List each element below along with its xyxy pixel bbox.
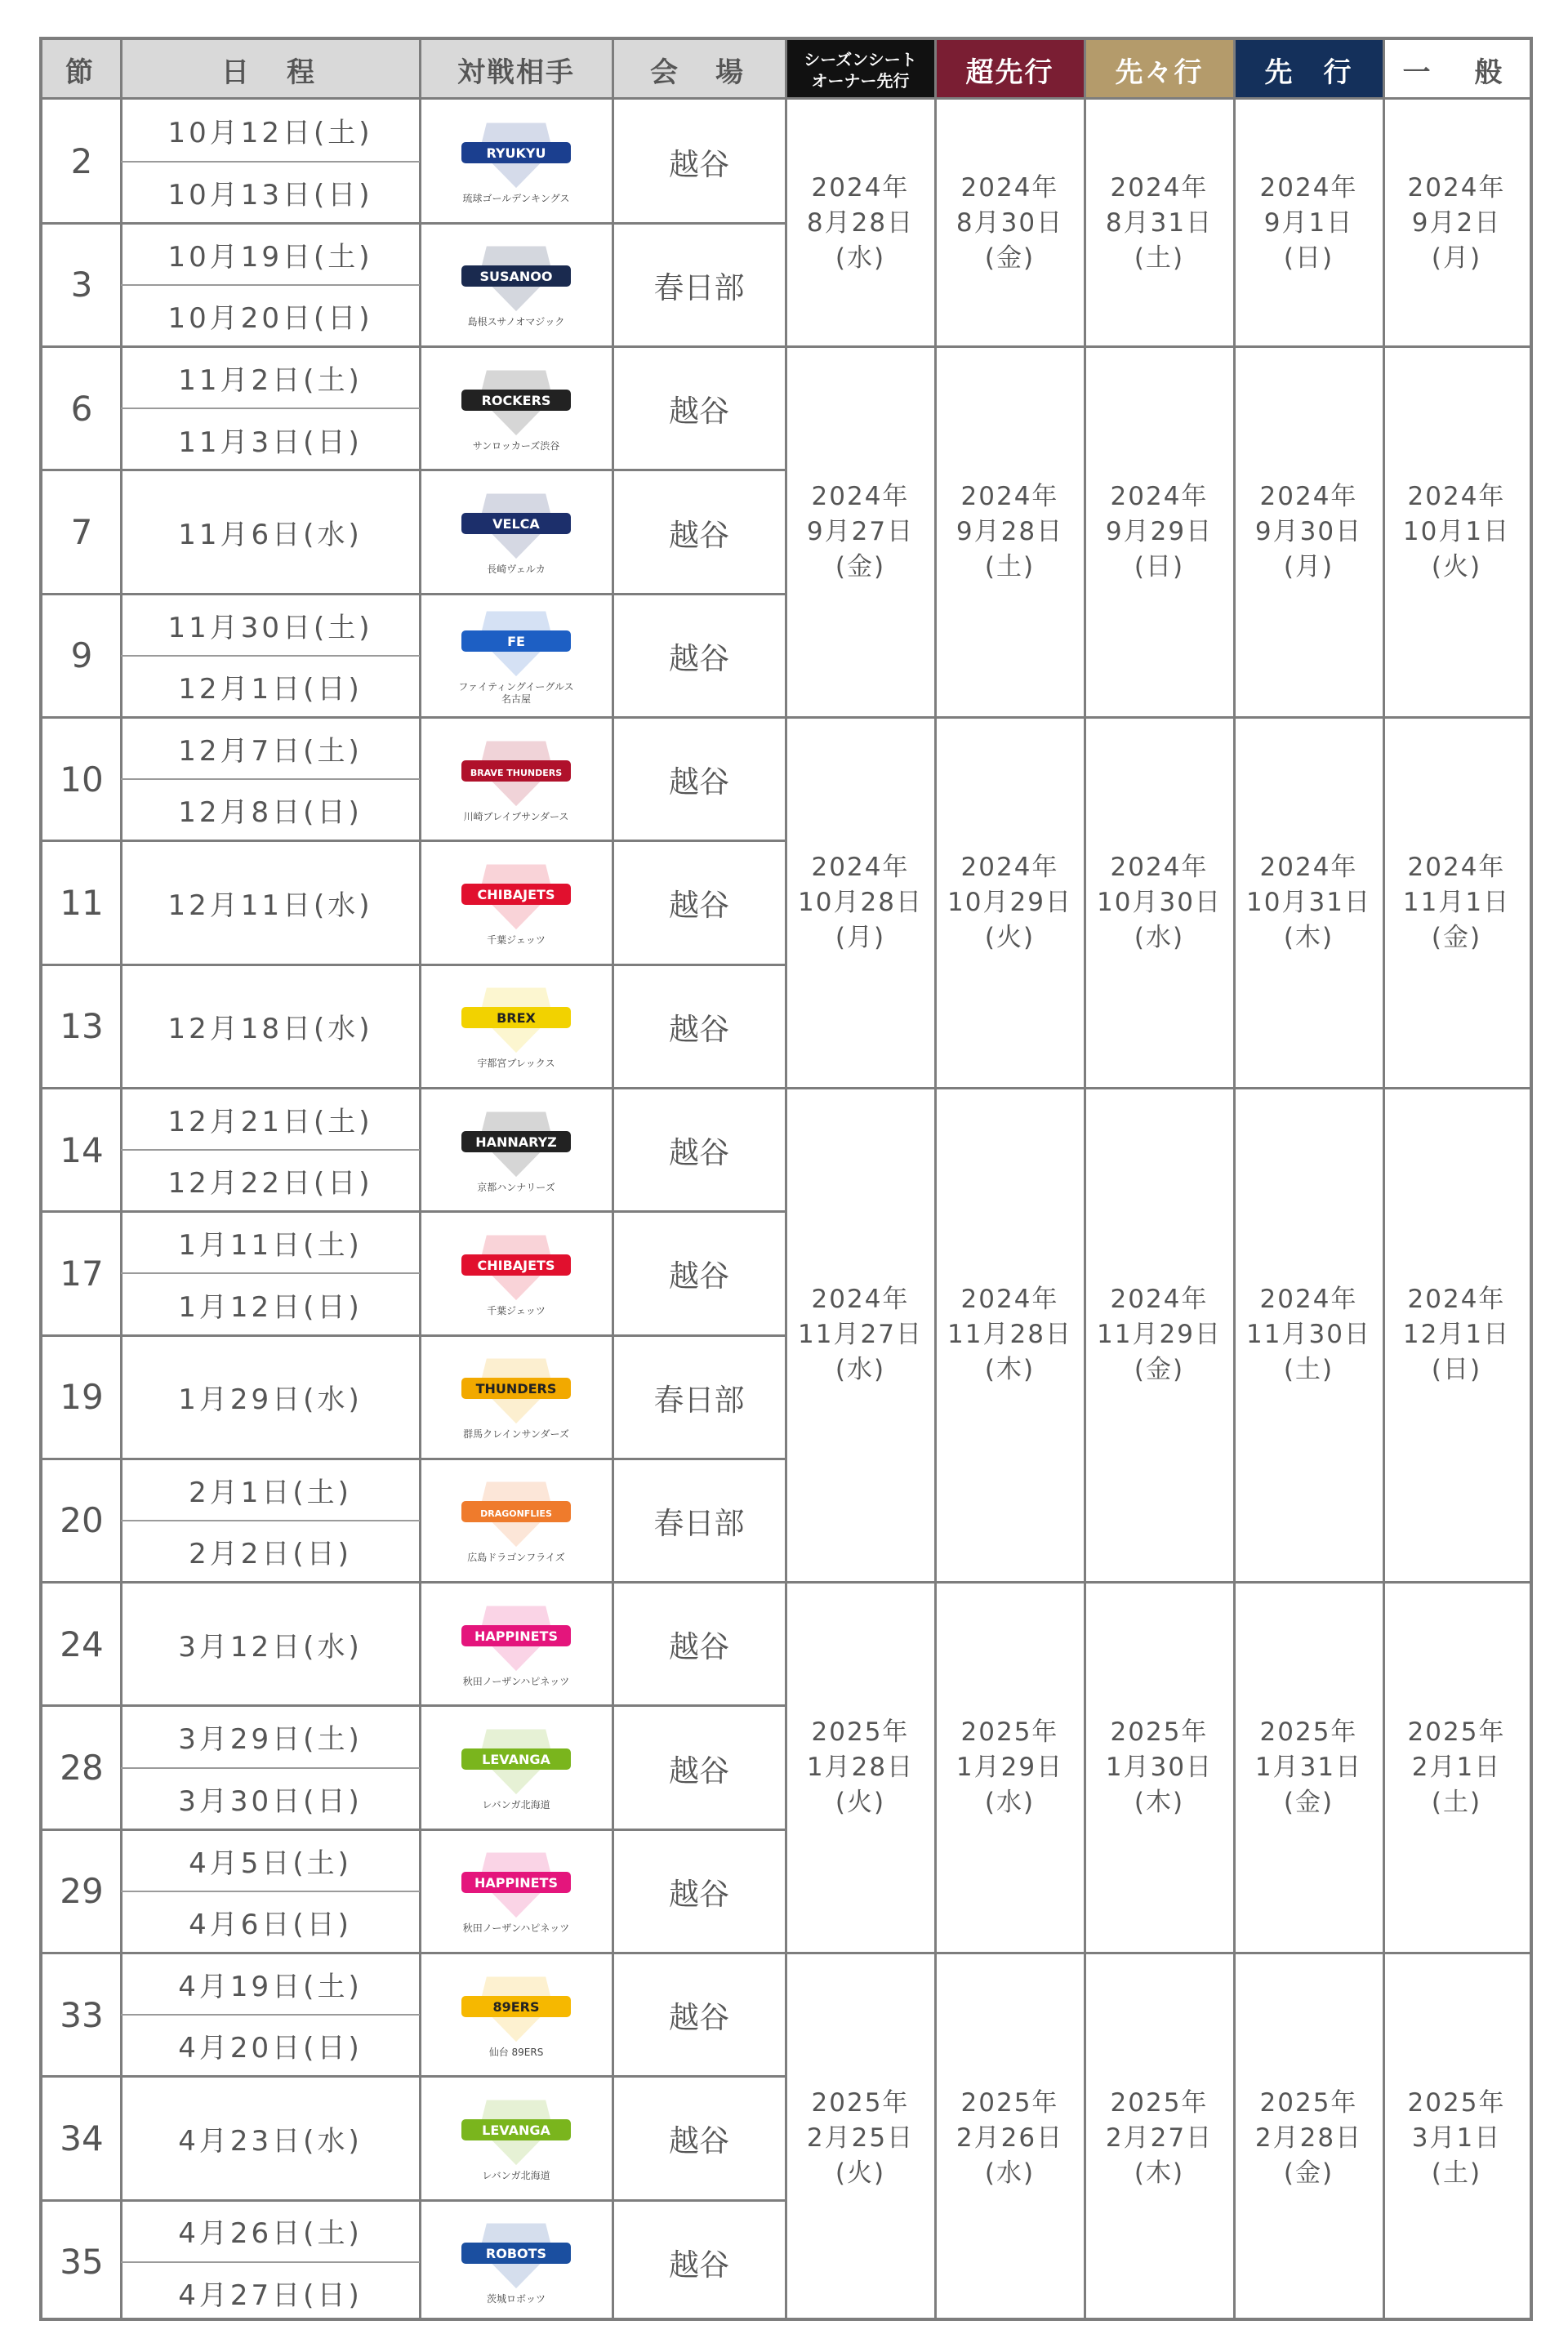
game-date: 4月26日(土) xyxy=(178,2217,363,2251)
venue: 越谷 xyxy=(669,2123,729,2159)
opponent-team xyxy=(420,1459,612,1582)
sale-date: 2025年 2月28日 (金) xyxy=(1254,2087,1363,2188)
logo-text: LEVANGA xyxy=(482,2122,550,2138)
logo-text: HAPPINETS xyxy=(474,1875,558,1891)
round-number: 17 xyxy=(60,1253,104,1294)
header-round: 節 xyxy=(42,40,121,100)
header-season-seat: シーズンシート オーナー先行 xyxy=(786,40,935,100)
venue: 越谷 xyxy=(669,764,729,800)
date-divider xyxy=(121,161,420,163)
date-divider xyxy=(121,655,420,657)
sale-date: 2024年 8月31日 (土) xyxy=(1105,172,1214,273)
round-number: 6 xyxy=(70,388,93,429)
logo-text: THUNDERS xyxy=(475,1381,557,1397)
opponent-name: 長崎ヴェルカ xyxy=(487,564,546,576)
game-date: 12月11日(水) xyxy=(167,889,373,922)
round-number: 24 xyxy=(60,1624,104,1664)
sale-date: 2024年 12月1日 (日) xyxy=(1402,1285,1511,1385)
opponent-name: サンロッカーズ渋谷 xyxy=(472,439,560,452)
round-number: 10 xyxy=(60,759,104,800)
akita-logo-icon xyxy=(455,1601,577,1673)
opponent-team xyxy=(420,841,612,964)
opponent-team xyxy=(420,100,612,223)
sale-date: 2024年 8月28日 (水) xyxy=(806,172,915,273)
game-date: 12月21日(土) xyxy=(167,1105,373,1138)
game-date: 4月23日(水) xyxy=(178,2124,363,2158)
sale-date: 2024年 8月30日 (金) xyxy=(956,172,1064,273)
date-divider xyxy=(121,1891,420,1892)
header-early: 先 行 xyxy=(1234,40,1383,100)
opponent-name: ファイティングイーグルス 名古屋 xyxy=(458,680,574,705)
game-date: 10月13日(日) xyxy=(167,178,373,212)
game-date: 2月2日(日) xyxy=(189,1538,352,1571)
opponent-team xyxy=(420,470,612,594)
sale-date: 2025年 1月28日 (火) xyxy=(806,1717,915,1818)
venue: 越谷 xyxy=(669,1011,729,1047)
opponent-name: レバンガ北海道 xyxy=(482,1799,550,1811)
opponent-team xyxy=(420,1953,612,2077)
logo-text: BRAVE THUNDERS xyxy=(470,767,563,778)
chibajets-logo-icon xyxy=(455,1230,577,1302)
round-number: 9 xyxy=(70,635,93,676)
date-divider xyxy=(121,1767,420,1769)
date-divider xyxy=(121,284,420,286)
opponent-name: 茨城ロボッツ xyxy=(486,2293,546,2305)
sale-date: 2024年 9月1日 (日) xyxy=(1259,172,1358,273)
date-divider xyxy=(121,1520,420,1521)
game-date: 1月11日(土) xyxy=(178,1229,363,1262)
sale-date: 2024年 10月29日 (火) xyxy=(947,852,1072,952)
round-number: 20 xyxy=(60,1500,104,1541)
levanga-logo-icon xyxy=(455,2095,577,2167)
game-date: 11月6日(水) xyxy=(178,519,363,552)
round-number: 3 xyxy=(70,265,93,305)
logo-text: BREX xyxy=(497,1010,536,1027)
chibajets-logo-icon xyxy=(455,859,577,931)
opponent-team xyxy=(420,223,612,346)
opponent-team xyxy=(420,964,612,1088)
game-date: 1月12日(日) xyxy=(178,1290,363,1324)
sale-date: 2024年 9月2日 (月) xyxy=(1407,172,1506,273)
opponent-team xyxy=(420,2077,612,2200)
venue: 越谷 xyxy=(669,1629,729,1665)
round-number: 33 xyxy=(60,1994,104,2035)
opponent-name: 川崎ブレイブサンダース xyxy=(463,810,569,822)
game-date: 12月8日(日) xyxy=(178,796,363,830)
date-divider xyxy=(121,1272,420,1274)
opponent-name: 島根スサノオマジック xyxy=(467,316,565,328)
sale-date: 2024年 9月30日 (月) xyxy=(1254,482,1363,582)
opponent-team xyxy=(420,1706,612,1829)
logo-text: HANNARYZ xyxy=(475,1134,557,1150)
venue: 越谷 xyxy=(669,2247,729,2283)
opponent-name: 宇都宮ブレックス xyxy=(477,1058,555,1070)
logo-text: SUSANOO xyxy=(479,269,553,285)
round-number: 29 xyxy=(60,1871,104,1912)
game-date: 12月7日(土) xyxy=(178,734,363,768)
opponent-name: 秋田ノーザンハピネッツ xyxy=(462,1922,570,1935)
sale-date: 2024年 10月31日 (木) xyxy=(1246,852,1371,952)
game-date: 1月29日(水) xyxy=(178,1383,363,1417)
round-number: 35 xyxy=(60,2242,104,2283)
sale-date: 2025年 2月25日 (火) xyxy=(806,2087,915,2188)
kawasaki-logo-icon xyxy=(455,736,577,808)
opponent-name: 千葉ジェッツ xyxy=(487,933,546,946)
sale-date: 2024年 11月29日 (金) xyxy=(1097,1285,1222,1385)
venue: 越谷 xyxy=(669,146,729,182)
sale-date: 2024年 11月1日 (金) xyxy=(1402,852,1511,952)
sunrockers-logo-icon xyxy=(455,365,577,437)
round-number: 14 xyxy=(60,1129,104,1170)
sale-date: 2025年 2月27日 (木) xyxy=(1105,2087,1214,2188)
ryukyu-logo-icon xyxy=(455,118,577,189)
sale-date: 2024年 9月27日 (金) xyxy=(806,482,915,582)
logo-text: DRAGONFLIES xyxy=(480,1508,552,1520)
logo-text: LEVANGA xyxy=(482,1752,550,1768)
game-date: 2月1日(土) xyxy=(189,1476,352,1509)
hannaryz-logo-icon xyxy=(455,1107,577,1178)
opponent-team xyxy=(420,1829,612,1953)
opponent-name: 広島ドラゴンフライズ xyxy=(467,1552,565,1564)
sale-date: 2024年 10月28日 (月) xyxy=(798,852,923,952)
opponent-team xyxy=(420,594,612,717)
sale-date: 2024年 10月1日 (火) xyxy=(1402,482,1511,582)
sale-date: 2024年 11月27日 (水) xyxy=(798,1285,923,1385)
game-date: 12月22日(日) xyxy=(167,1167,373,1200)
game-date: 3月29日(土) xyxy=(178,1723,363,1757)
game-date: 10月12日(土) xyxy=(167,117,373,150)
game-date: 11月2日(土) xyxy=(178,363,363,397)
venue: 越谷 xyxy=(669,1135,729,1171)
opponent-name: レバンガ北海道 xyxy=(482,2169,550,2181)
sendai-logo-icon xyxy=(455,1971,577,2043)
date-divider xyxy=(121,408,420,409)
sale-date: 2024年 11月30日 (土) xyxy=(1246,1285,1371,1385)
opponent-name: 琉球ゴールデンキングス xyxy=(462,193,570,205)
sale-date: 2024年 9月28日 (土) xyxy=(956,482,1064,582)
date-divider xyxy=(121,2014,420,2016)
opponent-name: 群馬クレインサンダーズ xyxy=(463,1428,569,1441)
logo-text: CHIBAJETS xyxy=(477,1257,555,1273)
sale-date: 2025年 3月1日 (土) xyxy=(1407,2087,1506,2188)
opponent-team xyxy=(420,2200,612,2323)
header-schedule: 日 程 xyxy=(121,40,420,100)
opponent-name: 京都ハンナリーズ xyxy=(477,1181,555,1193)
venue: 越谷 xyxy=(669,888,729,924)
logo-text: CHIBAJETS xyxy=(477,886,555,902)
round-number: 2 xyxy=(70,141,93,182)
opponent-name: 秋田ノーザンハピネッツ xyxy=(462,1675,570,1687)
velca-logo-icon xyxy=(455,488,577,560)
game-date: 3月30日(日) xyxy=(178,1784,363,1818)
logo-text: ROCKERS xyxy=(481,392,551,408)
logo-text: VELCA xyxy=(492,516,540,532)
venue: 春日部 xyxy=(653,1505,745,1541)
ibaraki-logo-icon xyxy=(455,2218,577,2290)
venue: 越谷 xyxy=(669,1876,729,1912)
venue: 越谷 xyxy=(669,394,729,430)
brex-logo-icon xyxy=(455,982,577,1054)
venue: 越谷 xyxy=(669,1753,729,1788)
sale-date: 2024年 9月29日 (日) xyxy=(1105,482,1214,582)
gunma-logo-icon xyxy=(455,1353,577,1425)
opponent-name: 千葉ジェッツ xyxy=(487,1304,546,1316)
game-date: 4月27日(日) xyxy=(178,2279,363,2313)
opponent-team xyxy=(420,718,612,841)
date-divider xyxy=(121,2261,420,2263)
round-number: 13 xyxy=(60,1006,104,1047)
header-super-early: 超先行 xyxy=(935,40,1085,100)
game-date: 4月19日(土) xyxy=(178,1970,363,2003)
eagles-logo-icon xyxy=(455,606,577,678)
logo-text: HAPPINETS xyxy=(474,1628,558,1644)
venue: 越谷 xyxy=(669,2000,729,2036)
opponent-team xyxy=(420,1335,612,1459)
round-number: 7 xyxy=(70,512,93,553)
opponent-team xyxy=(420,347,612,470)
opponent-team xyxy=(420,1583,612,1706)
header-venue: 会 場 xyxy=(612,40,786,100)
logo-text: FE xyxy=(507,633,525,649)
game-date: 12月1日(日) xyxy=(178,673,363,706)
game-date: 4月20日(日) xyxy=(178,2032,363,2065)
venue: 越谷 xyxy=(669,1258,729,1294)
header-opponent: 対戦相手 xyxy=(420,40,612,100)
venue: 春日部 xyxy=(653,1382,745,1418)
akita-logo-icon xyxy=(455,1847,577,1919)
round-number: 28 xyxy=(60,1748,104,1788)
venue: 越谷 xyxy=(669,640,729,676)
sale-date: 2025年 2月1日 (土) xyxy=(1407,1717,1506,1818)
game-date: 11月30日(土) xyxy=(167,611,373,644)
opponent-name: 仙台 89ERS xyxy=(488,2046,544,2058)
game-date: 4月6日(日) xyxy=(189,1909,352,1942)
sale-date: 2025年 1月30日 (木) xyxy=(1105,1717,1214,1818)
sale-date: 2024年 10月30日 (水) xyxy=(1097,852,1222,952)
levanga-logo-icon xyxy=(455,1724,577,1796)
hiroshima-logo-icon xyxy=(455,1477,577,1548)
date-divider xyxy=(121,1149,420,1151)
header-pre-early: 先々行 xyxy=(1085,40,1234,100)
date-divider xyxy=(121,778,420,780)
header-general: 一 般 xyxy=(1383,40,1530,100)
logo-text: RYUKYU xyxy=(486,145,546,162)
game-date: 3月12日(水) xyxy=(178,1630,363,1664)
logo-text: 89ERS xyxy=(492,1998,540,2015)
sale-date: 2025年 2月26日 (水) xyxy=(956,2087,1064,2188)
shimane-logo-icon xyxy=(455,241,577,313)
logo-text: ROBOTS xyxy=(485,2246,547,2262)
game-date: 10月20日(日) xyxy=(167,302,373,336)
game-date: 11月3日(日) xyxy=(178,425,363,459)
venue: 春日部 xyxy=(653,270,745,305)
game-date: 4月5日(土) xyxy=(189,1846,352,1880)
round-number: 19 xyxy=(60,1377,104,1418)
venue: 越谷 xyxy=(669,517,729,553)
sale-date: 2025年 1月29日 (水) xyxy=(956,1717,1064,1818)
ticket-schedule-table xyxy=(39,37,1533,2321)
sale-date: 2025年 1月31日 (金) xyxy=(1254,1717,1363,1818)
sale-date: 2024年 11月28日 (木) xyxy=(947,1285,1072,1385)
round-number: 34 xyxy=(60,2118,104,2158)
game-date: 10月19日(土) xyxy=(167,240,373,274)
round-number: 11 xyxy=(60,882,104,923)
game-date: 12月18日(水) xyxy=(167,1013,373,1046)
opponent-team xyxy=(420,1088,612,1211)
opponent-team xyxy=(420,1212,612,1335)
